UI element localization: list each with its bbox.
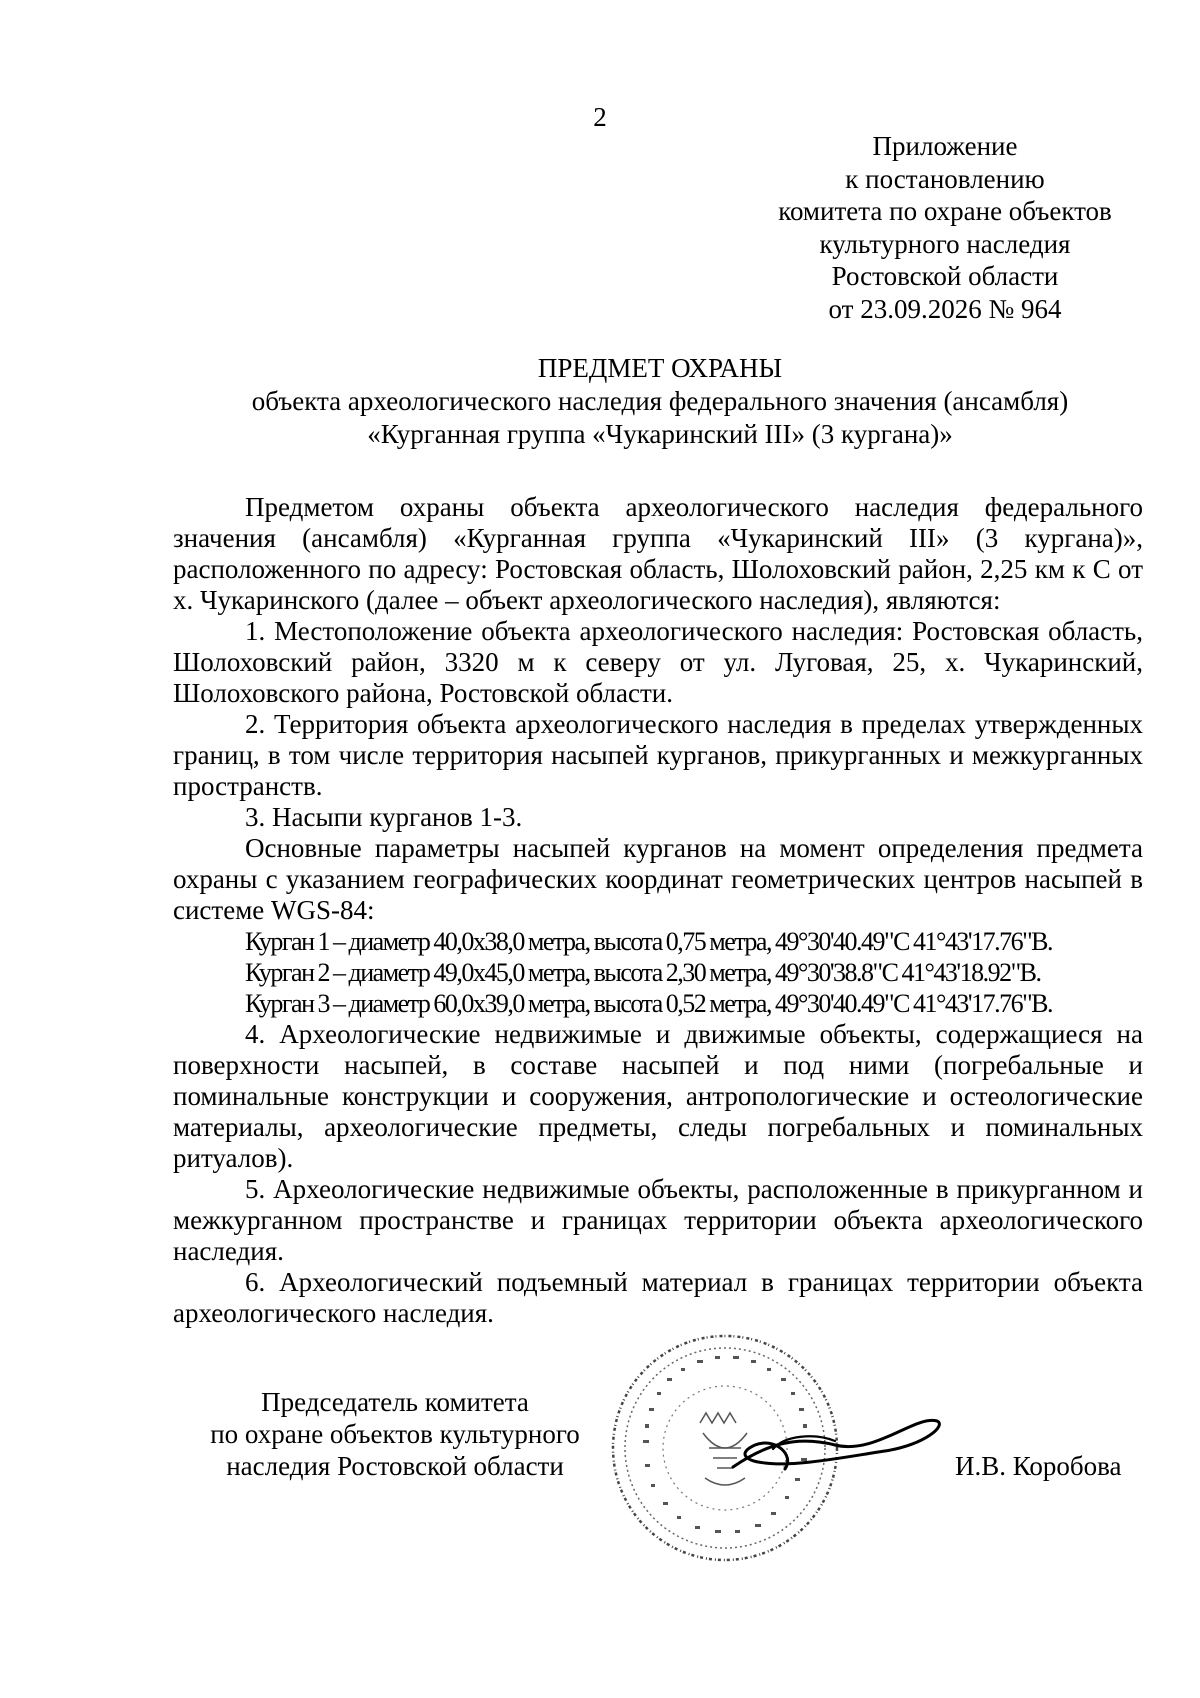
appendix-line: культурного наследия	[819, 228, 1071, 259]
signatory-line: наследия Ростовской области	[226, 1451, 564, 1481]
title-line: объекта археологического наследия федерального значения (ансамбля)	[251, 386, 1069, 416]
item-surface-material: 6. Археологический подъемный материал в границах территории объекта археологического наследия.	[173, 1267, 1143, 1328]
item-territory: 2. Территория объекта археологического наследия в пределах утвержденных границ, в том числе территория насыпей курганов, прикурганных и межкурганных пространств.	[173, 709, 1143, 801]
appendix-line: к постановлению	[845, 163, 1045, 194]
signer-name: И.В. Коробова	[955, 1451, 1122, 1481]
title-heading: ПРЕДМЕТ ОХРАНЫ	[537, 353, 783, 383]
kurgan-entry: Курган 3 – диаметр 60,0х39,0 метра, высота 0,52 метра, 49°30'40.49"С 41°43'17.76"В.	[245, 989, 1053, 1018]
kurgan-entry: Курган 1 – диаметр 40,0х38,0 метра, высота 0,75 метра, 49°30'40.49"С 41°43'17.76"В.	[245, 927, 1053, 956]
appendix-line: Ростовской области	[831, 261, 1059, 291]
appendix-line: комитета по охране объектов	[778, 196, 1112, 226]
appendix-line: от 23.09.2026 № 964	[828, 293, 1062, 324]
document-title	[140, 352, 1180, 451]
page-number: 2	[593, 102, 607, 132]
item-location: 1. Местоположение объекта археологического наследия: Ростовская область, Шолоховский район, 3320 м к северу от ул. Луговая, 25, х. Чукаринский, Шолоховского района, Ростовской области.	[173, 616, 1143, 708]
item-objects: 4. Археологические недвижимые и движимые объекты, содержащиеся на поверхности насыпей, в составе насыпей и под ними (погребальные и поминальные конструкции и сооружения, антропологические и остеологические материалы, археологические предметы, следы погребальных и поминальных ритуалов).	[173, 1019, 1143, 1173]
title-line: «Курганная группа «Чукаринский III» (3 кургана)»	[367, 419, 953, 449]
item-immovable: 5. Археологические недвижимые объекты, расположенные в прикурганном и межкурганном пространстве и границах территории объекта археологического наследия.	[173, 1174, 1143, 1266]
signature	[725, 1405, 945, 1485]
intro-paragraph: Предметом охраны объекта археологического наследия федерального значения (ансамбля) «Курганная группа «Чукаринский III» (3 кургана)», расположенного по адресу: Ростовская область, Шолоховский район, 2,25 км к С от х. Чукаринского (далее – объект археологического наследия), являются:	[173, 492, 1143, 615]
kurgan-entry: Курган 2 – диаметр 49,0х45,0 метра, высота 2,30 метра, 49°30'38.8"С 41°43'18.92"В.	[245, 958, 1041, 987]
appendix-block	[745, 130, 1145, 325]
signatory-title	[185, 1386, 605, 1482]
signatory-line: Председатель комитета	[261, 1387, 529, 1417]
document-body	[173, 492, 1143, 1329]
params-paragraph: Основные параметры насыпей курганов на момент определения предмета охраны с указанием географических координат геометрических центров насыпей в системе WGS-84:	[173, 833, 1143, 925]
appendix-line: Приложение	[872, 131, 1018, 161]
signatory-line: по охране объектов культурного	[210, 1419, 580, 1449]
item-mounds: 3. Насыпи курганов 1-3.	[245, 802, 523, 832]
